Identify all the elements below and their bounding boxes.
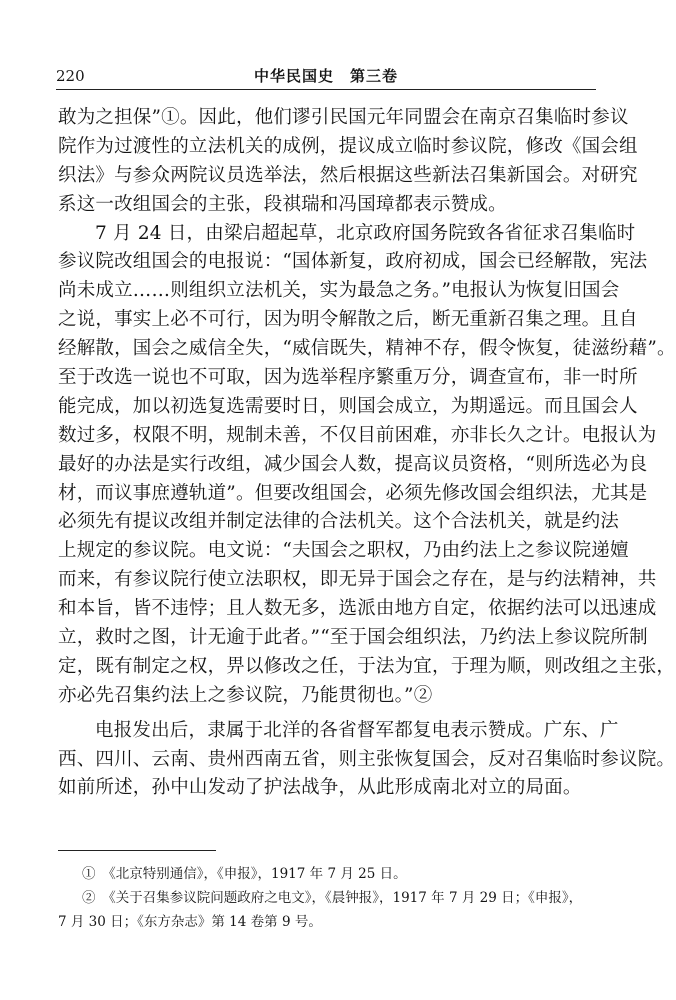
body-line: 参议院改组国会的电报说：“国体新复，政府初成，国会已经解散，宪法 — [58, 251, 648, 273]
body-line: 最好的办法是实行改组，减少国会人数，提高议员资格，“则所选必为良 — [58, 453, 648, 475]
body-line: 至于改选一说也不可取，因为选举程序繁重万分，调查宣布，非一时所 — [58, 367, 638, 389]
body-line: 尚未成立……则组织立法机关，实为最急之务。”电报认为恢复旧国会 — [58, 280, 620, 302]
body-line: 经解散，国会之威信全失，“威信既失，精神不存，假令恢复，徒滋纷藉”。 — [58, 338, 676, 360]
body-line: 织法》与参众两院议员选举法，然后根据这些新法召集新国会。对研究 — [58, 164, 638, 186]
footnotes — [58, 862, 598, 934]
body-line: 电报发出后，隶属于北洋的各省督军都复电表示赞成。广东、广 — [95, 719, 619, 741]
header-rule — [56, 89, 596, 90]
body-text — [58, 104, 676, 803]
body-line: 材，而议事庶遵轨道”。但要改组国会，必须先修改国会组织法，尤其是 — [58, 482, 648, 504]
body-line: 如前所述，孙中山发动了护法战争，从此形成南北对立的局面。 — [58, 777, 582, 799]
body-line: 能完成，加以初选复选需要时日，则国会成立，为期遥远。而且国会人 — [58, 395, 638, 417]
body-line: 数过多，权限不明，规制未善，不仅目前困难，亦非长久之计。电报认为 — [58, 424, 657, 446]
footnote-rule — [58, 850, 216, 851]
body-line: 西、四川、云南、贵州西南五省，则主张恢复国会，反对召集临时参议院。 — [58, 748, 676, 770]
body-line: 上规定的参议院。电文说：“夫国会之职权，乃由约法上之参议院递嬗 — [58, 540, 629, 562]
body-line: 定，既有制定之权，畀以修改之任，于法为宜，于理为顺，则改组之主张， — [58, 655, 676, 677]
body-line: 必须先有提议改组并制定法律的合法机关。这个合法机关，就是约法 — [58, 511, 620, 533]
body-line: 7 月 24 日，由梁启超起草，北京政府国务院致各省征求召集临时 — [95, 222, 636, 244]
body-line: 敢为之担保”①。因此，他们谬引民国元年同盟会在南京召集临时参议 — [58, 107, 629, 128]
footnote-line: ① 《北京特别通信》，《申报》，1917 年 7 月 25 日。 — [82, 866, 407, 882]
body-line: 院作为过渡性的立法机关的成例，提议成立临时参议院，修改《国会组 — [58, 135, 638, 157]
body-line: 和本旨，皆不违悖；且人数无多，选派由地方自定，依据约法可以迅速成 — [58, 598, 657, 620]
running-title: 中华民国史 第三卷 — [253, 67, 398, 85]
body-line: 系这一改组国会的主张，段祺瑞和冯国璋都表示赞成。 — [58, 193, 507, 215]
page-header — [56, 66, 596, 88]
body-line: 而来，有参议院行使立法职权，即无异于国会之存在，是与约法精神，共 — [58, 569, 657, 591]
footnote-line: ② 《关于召集参议院问题政府之电文》，《晨钟报》，1917 年 7 月 29 日；《申报》， — [82, 890, 583, 906]
page-number: 220 — [56, 67, 85, 85]
body-line: 立，救时之图，计无逾于此者。”“至于国会组织法，乃约法上参议院所制 — [58, 627, 648, 649]
body-line: 亦必先召集约法上之参议院，乃能贯彻也。”② — [58, 684, 433, 706]
body-line: 之说，事实上必不可行，因为明令解散之后，断无重新召集之理。且自 — [58, 309, 638, 331]
footnote-line: 7 月 30 日；《东方杂志》第 14 卷第 9 号。 — [58, 914, 322, 930]
